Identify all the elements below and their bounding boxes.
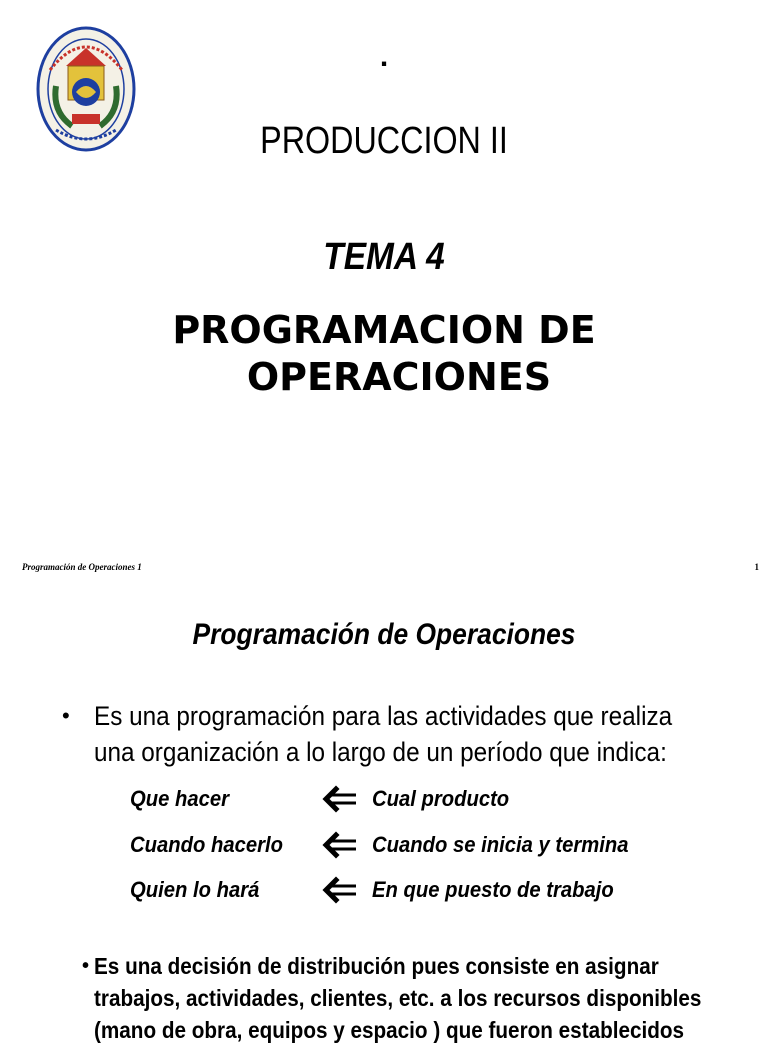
topic-title-line-2: OPERACIONES: [246, 355, 552, 399]
mapping-row: [0, 877, 768, 907]
answer-label: Cual producto: [372, 786, 510, 811]
left-arrow-icon: [322, 784, 358, 814]
page-number: 1: [754, 562, 759, 572]
topic-number: TEMA 4: [323, 236, 445, 278]
bullet-line: Es una decisión de distribución pues consiste en asignar: [94, 953, 659, 979]
course-title: PRODUCCION II: [260, 120, 508, 162]
bullet-line: trabajos, actividades, clientes, etc. a los recursos disponibles: [94, 985, 702, 1011]
mapping-row: [0, 786, 768, 816]
bullet-line: una organización a lo largo de un período que indica:: [94, 737, 667, 767]
bullet-mark: •: [82, 955, 90, 977]
question-label: Quien lo hará: [130, 877, 260, 902]
left-arrow-icon: [322, 830, 358, 860]
bullet-line: (mano de obra, equipos y espacio ) que fueron establecidos: [94, 1017, 685, 1043]
mapping-row: [0, 832, 768, 862]
question-label: Que hacer: [130, 786, 230, 811]
bullet-line: Es una programación para las actividades que realiza: [94, 701, 673, 731]
bullet-mark: •: [62, 703, 70, 728]
topic-title-line-1: PROGRAMACION DE: [172, 308, 596, 352]
bullet-text: [94, 698, 679, 770]
answer-label: En que puesto de trabajo: [372, 877, 614, 902]
bullet-text: [94, 950, 715, 1046]
slide-footer-label: Programación de Operaciones 1: [22, 562, 142, 572]
answer-label: Cuando se inicia y termina: [372, 832, 629, 857]
slide-2: [0, 590, 768, 1043]
decorative-dot: .: [379, 40, 389, 73]
question-label: Cuando hacerlo: [130, 832, 283, 857]
left-arrow-icon: [322, 875, 358, 905]
slide-title: Programación de Operaciones: [192, 618, 576, 651]
